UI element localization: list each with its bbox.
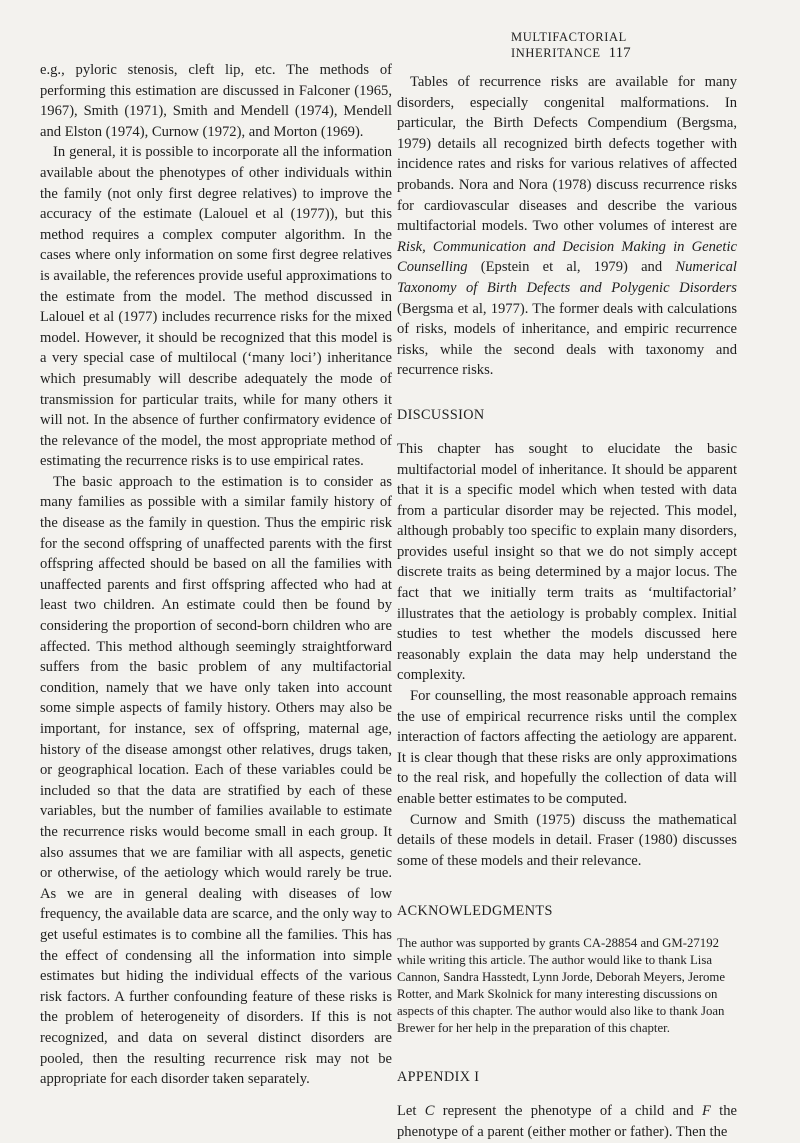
appendix-heading: APPENDIX I [397, 1069, 480, 1086]
variable-c: C [424, 1103, 435, 1120]
paragraph-in-general: In general, it is possible to incorporate all the information available about the phenotypes of other individuals within the family (not only first degree relatives) to improve the accuracy of the estimate (Lalouel et al (1977)), but this method requires a complex computer algorithm. In the cases where only information on some first degree relatives is available, the references provide useful approximations to the estimate from the model. The method discussed in Lalouel et al (1977) includes recurrence risks for the mixed model. However, it should be recognized that this model is a very special case of multilocal (‘many loci’) inheritance which presumably will describe adequately the mode of transmission for particular traits, while for many others it will not. In the absence of further confirmatory evidence of the relevance of the model, the most appropriate method of estimating the recurrence risks is to use empirical rates. [40, 144, 392, 470]
right-column [397, 72, 737, 1143]
paragraph-discussion-1: This chapter has sought to elucidate the basic multifactorial model of inheritance. It should be apparent that it is a specific model which when tested with data from a particular disorder may be rejected. This model, although probably too specific to explain many disorders, provides useful insight so that we do not simply accept discrete traits as being determined by a major locus. The fact that we initially term traits as ‘multifactorial’ illustrates that the aetiology is probably complex. Initial studies to test whether the models discussed here reasonably explain the data may help understand the complexity. [397, 440, 737, 684]
text-span: Let [397, 1103, 425, 1120]
discussion-heading: DISCUSSION [397, 406, 485, 423]
paragraph-discussion-2: For counselling, the most reasonable approach remains the use of empirical recurrence risks until the complex interaction of factors affecting the aetiology are apparent. It is clear though that these risks are only approximations to the real risk, and hopefully the collection of data will enable better estimates to be computed. [397, 688, 737, 807]
variable-f: F [701, 1103, 711, 1120]
paragraph-discussion-3: Curnow and Smith (1975) discuss the mathematical details of these models in detail. Fraser (1980) discusses some of these models and their relevance. [397, 811, 737, 869]
acknowledgments-text: The author was supported by grants CA-28854 and GM-27192 while writing this article. The author would like to thank Lisa Cannon, Sandra Hasstedt, Lynn Jorde, Deborah Meyers, Jerome Rotter, and Mark Skolnick for many interesting discussions on aspects of this chapter. The author would also like to thank Joan Brewer for her help in the preparation of this chapter. [397, 936, 726, 1036]
paragraph-basic-approach: The basic approach to the estimation is to consider as many families as possible with a similar family history of the disease as the family in question. Thus the empiric risk for the second offspring of unaffected parents with the first offspring affected should be based on all the families with unaffected parents and first offspring affected who had at least two children. An estimate could then be found by considering the proportion of second-born children who are affected. This method although seemingly straightforward suffers from the basic problem of any multifactorial condition, namely that we have only taken into account some simple aspects of family history. Others may also be important, for instance, sex of offspring, maternal age, history of the disease amongst other relatives, drugs taken, or geographical location. Each of these variables could be included so that the data are stratified by each of these variables, but the number of families available to estimate the recurrence risks would become small in each group. It also assumes that we are familiar with all aspects, genetic or otherwise, of the aetiology which would rarely be true. As we are in general dealing with diseases of low frequency, the available data are scarce, and the only way to get useful estimates is to combine all the families. This has the effect of condensing all the information into simple estimates but hiding the individual effects of the various risk factors. A further confounding feature of these risks is the problem of heterogeneity of disorders. If this is not recognized, and data on several distinct disorders are pooled, then the resulting recurrence risk may not be appropriate for each disorder taken separately. [40, 473, 392, 1088]
page-number: 117 [608, 45, 631, 61]
left-column [40, 60, 392, 1090]
paragraph-methods-refs: e.g., pyloric stenosis, cleft lip, etc. The methods of performing this estimation are discussed in Falconer (1965, 1967), Smith (1971), Smith and Mendell (1974), Mendell and Elston (1974), Curnow (1972), and Morton (1969). [40, 62, 392, 140]
text-span: represent the phenotype of a child and [434, 1103, 702, 1120]
book-title-risk: Risk, Communication and Decision Making in Genetic Counselling [397, 238, 737, 276]
text-span: (Bergsma et al, 1977). The former deals with calculations of risks, models of inheritance, and empiric recurrence risks, while the second deals with taxonomy and recurrence risks. [397, 300, 737, 379]
running-title: MULTIFACTORIAL INHERITANCE [511, 30, 627, 60]
book-title-taxonomy: Numerical Taxonomy of Birth Defects and Polygenic Disorders [397, 259, 737, 296]
paragraph-tables-of-risks [397, 72, 737, 381]
text-span: (Epstein et al, 1979) and [467, 259, 676, 276]
acknowledgments-heading: ACKNOWLEDGMENTS [397, 903, 553, 920]
text-span: the phenotype of a parent (either mother or father). Then the [397, 1103, 737, 1140]
paragraph-appendix [397, 1101, 737, 1142]
text-span: Tables of recurrence risks are available for many disorders, especially congenital malformations. In particular, the Birth Defects Compendium (Bergsma, 1979) details all recognized birth defects together with incidence rates and risks for various relatives of affected probands. Nora and Nora (1978) discuss recurrence risks for cardiovascular diseases and describe the various multifactorial models. Two other volumes of interest are [397, 74, 737, 235]
running-head [511, 30, 741, 62]
